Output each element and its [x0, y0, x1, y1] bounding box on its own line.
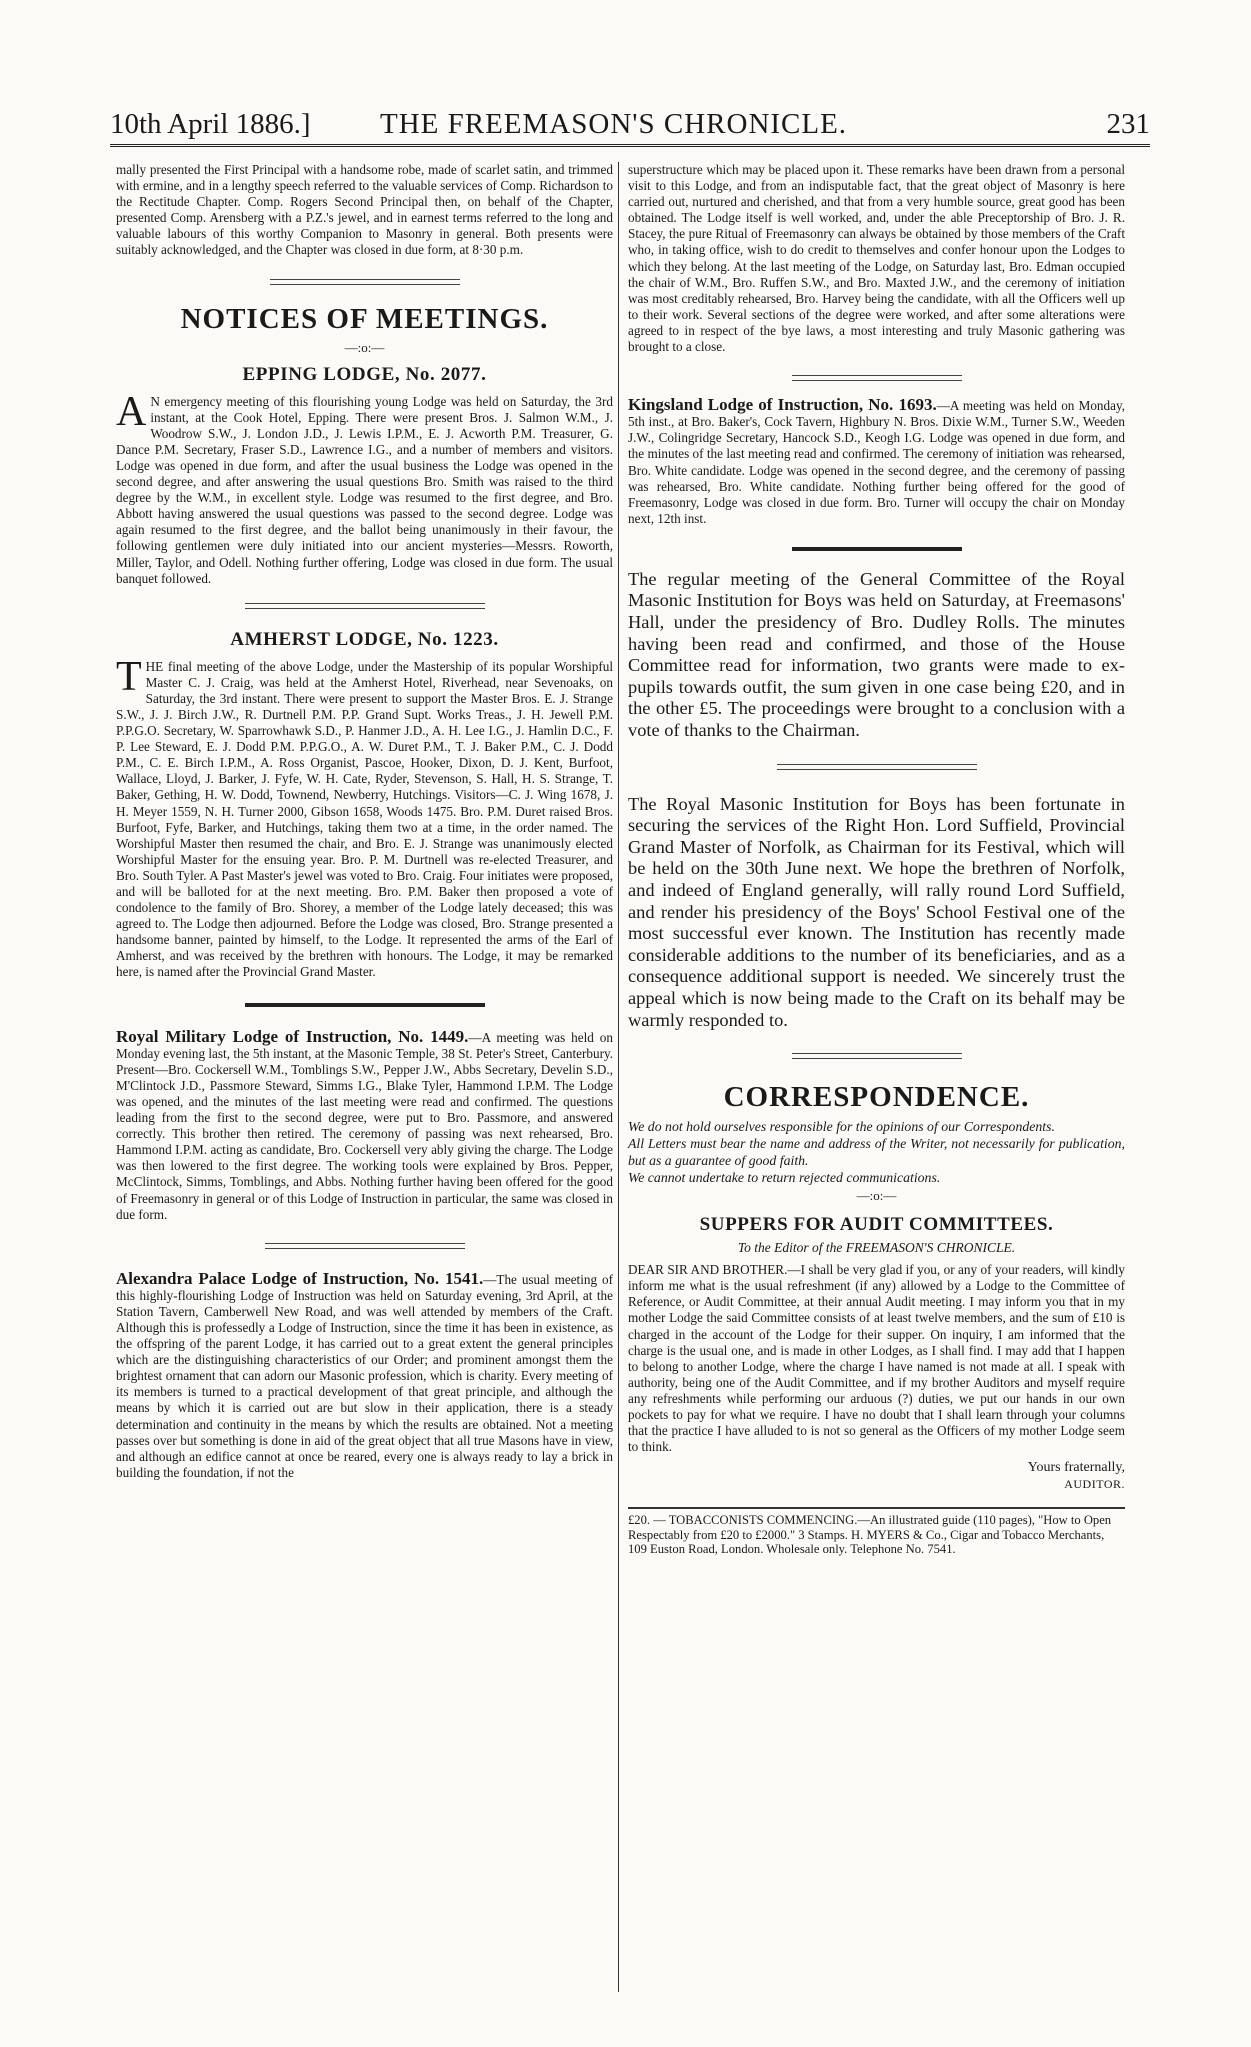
- page-number: 231: [1106, 108, 1150, 140]
- letter-closing: Yours fraternally,: [1027, 1460, 1125, 1476]
- amherst-lodge-report: [116, 653, 613, 981]
- epping-lodge-report: [116, 388, 613, 587]
- section-divider: [792, 547, 962, 551]
- kingsland-text: —A meeting was held on Monday, 5th inst., at Bro. Baker's, Cock Tavern, Highbury N. Bros. Dixie W.M., Turner S.W., Weeden J.W., Colingridge Secretary, Hancock S.D., Keogh I.G. Lodge was opened in due form, and the minutes of the last meeting read and confirmed. The ceremony of initiation was rehearsed, Bro. White candidate. Lodge was opened in the second degree, and the ceremony of passing was rehearsed, Bro. White candidate. Nothing further being offered for the good of Freemasonry, Lodge was closed in due form. Bro. Turner will occupy the chair on Monday next, 12th inst.: [628, 398, 1125, 526]
- amherst-lodge-title: AMHERST LODGE, No. 1223.: [230, 628, 499, 650]
- editorial-note-rejected: We cannot undertake to return rejected communications.: [628, 1170, 941, 1186]
- amherst-lodge-text: HE final meeting of the above Lodge, under the Mastership of its popular Worshipful Master C. J. Craig, was held at the Amherst Hotel, Riverhead, near Sevenoaks, on Saturday, the 3rd instant. There were present to support the Master Bros. E. J. Strange S.W., J. J. Birch J.W., R. Durtnell P.M. P.P. Grand Supt. Works Treas., J. H. Jewell P.M. P.P.G.O. Secretary, W. Sparrowhawk S.D., P. Hanmer J.D., A. H. Lee I.G., J. Hamlin D.C., F. P. Lee Steward, E. J. Dodd P.M. P.P.G.O., A. W. Duret P.M., T. J. Baker P.M., C. J. Dodd P.M., C. E. Birch I.P.M., A. Ross Organist, Pascoe, Hooker, Dixon, D. J. Kent, Burfoot, Wallace, Lloyd, J. Barker, J. Fyfe, W. H. Cate, Ryder, Stevenson, S. Hall, H. S. Strange, T. Baker, Gething, H. W. Dodd, Townend, Newberry, Hutchings. Visitors—C. J. Wing 1678, J. H. Meyer 1559, N. H. Turner 2000, Gibson 1658, Woods 1475. Bro. P.M. Duret raised Bros. Burfoot, Fyfe, Barker, and Hutchings, taking them two at a time, in the order named. The Worshipful Master then resumed the chair, and Bro. E. J. Strange was unanimously elected Worshipful Master for the ensuing year. Bro. P. M. Durtnell was re-elected Treasurer, and Bro. South Tyler. A Past Master's jewel was voted to Bro. Craig. Four initiates were proposed, and will be balloted for at the next meeting. Bro. P.M. Baker then proposed a vote of condolence to the family of Bro. Shorey, a member of the Lodge lately deceased; this was agreed to. The Lodge then adjourned. Before the Lodge was closed, Bro. Strange presented a handsome banner, painted by himself, to the Lodge. It represented the arms of the Earl of Amherst, and was received by the brethren with honours. The Lodge, it may be remarked here, is named after the Provincial Grand Master.: [116, 658, 613, 980]
- alexandra-palace-continuation: superstructure which may be placed upon it. These remarks have been drawn from a personal visit to this Lodge, and from an indisputable fact, that the great object of Masonry is here carried out, nurtured and cherished, and that from a very humble source, great good has been obtained. The Lodge itself is well worked, and, under the able Preceptorship of Bro. J. R. Stacey, the pure Ritual of Freemasonry can always be obtained by those members of the Craft who, in taking office, wish to do credit to themselves and confer honour upon the Lodges to which they belong. At the last meeting of the Lodge, on Saturday last, Bro. Edman occupied the chair of W.M., Bro. Ruffen S.W., and Bro. Maxted J.W., and the ceremony of initiation was most creditably rehearsed, Bro. Harvey being the candidate, with all the Officers well up to their work. Several sections of the degree were worked, and after some alterations were agreed to in respect of the bye laws, a most interesting and truly Masonic gathering was brought to a close.: [628, 162, 1125, 355]
- ornament-separator: —:o:—: [344, 339, 385, 355]
- section-divider: [270, 279, 460, 285]
- notices-heading: NOTICES OF MEETINGS.: [180, 302, 549, 335]
- publication-title: THE FREEMASON'S CHRONICLE.: [380, 108, 848, 140]
- chapter-report-end: mally presented the First Principal with a handsome robe, made of scarlet satin, and trimmed with ermine, and in a lengthy speech referred to the valuable services of Comp. Richardson to the Rectitude Chapter. Comp. Rogers Second Principal then, on behalf of the Chapter, presented Comp. Arensberg with a P.Z.'s jewel, and in earnest terms referred to the long and valuable labours of this worthy Companion to Masonry in general. Both presents were suitably acknowledged, and the Chapter was closed in due form, at 8·30 p.m.: [116, 162, 613, 258]
- alexandra-palace-text: —The usual meeting of this highly-flourishing Lodge of Instruction was held on Saturday evening, 3rd April, at the Station Tavern, Camberwell New Road, and was well attended by members of the Craft. Although this is professedly a Lodge of Instruction, since the time it has been in existence, as the offspring of the parent Lodge, it has carried out to a great extent the general principles which are the distinguishing characteristics of our Order; and prominent amongst them the brightest ornament that can adorn our Masonic profession, which is charity. Every meeting of its members is turned to a practical development of that great principle, and although the means by which it is carried out are but slow in their application, there is a steady determination and continuity in the means by which the results are obtained. Not a meeting passes over but something is done in aid of the great object that all true Masons have in view, and although an edifice cannot at once be reared, every one is always ready to lay a brick in building the foundation, if not the: [116, 1271, 613, 1480]
- masthead: [110, 108, 1150, 147]
- kingsland-report: [628, 397, 1125, 527]
- left-column: [116, 162, 613, 1481]
- right-column: [628, 162, 1125, 1557]
- section-divider: [245, 1003, 485, 1007]
- letter-addressee: To the Editor of the FREEMASON'S CHRONICLE.: [737, 1240, 1016, 1256]
- drop-cap: T: [116, 653, 142, 700]
- correspondence-heading: CORRESPONDENCE.: [723, 1081, 1030, 1114]
- royal-military-title: Royal Military Lodge of Instruction, No. 1449.: [116, 1026, 469, 1046]
- letter-signature: AUDITOR.: [1064, 1477, 1125, 1492]
- drop-cap: A: [116, 388, 147, 435]
- column-rule: [618, 162, 619, 1992]
- epping-lodge-title: EPPING LODGE, No. 2077.: [242, 363, 487, 385]
- section-divider: [777, 764, 977, 770]
- kingsland-title: Kingsland Lodge of Instruction, No. 1693.: [628, 395, 937, 415]
- tobacconists-advertisement: £20. — TOBACCONISTS COMMENCING.—An illustrated guide (110 pages), "How to Open Respectably from £20 to £2000." 3 Stamps. H. MYERS & Co., Cigar and Tobacco Merchants, 109 Euston Road, London. Wholesale only. Telephone No. 7541.: [628, 1507, 1125, 1557]
- royal-military-report: [116, 1026, 613, 1223]
- boys-institution-notice: The Royal Masonic Institution for Boys has been fortunate in securing the services of the Right Hon. Lord Suffield, Provincial Grand Master of Norfolk, as Chairman for its Festival, which will be held on the 30th June next. We hope the brethren of Norfolk, and indeed of England generally, will rally round Lord Suffield, and render his presidency of the Boys' School Festival one of the most successful ever known. The Institution has recently made considerable additions to the number of its beneficiaries, and as a consequence additional support is needed. We sincerely trust the appeal which is now being made to the Craft on its behalf may be warmly responded to.: [628, 793, 1125, 1030]
- letter-title: SUPPERS FOR AUDIT COMMITTEES.: [699, 1214, 1054, 1236]
- section-divider: [792, 375, 962, 381]
- alexandra-palace-title: Alexandra Palace Lodge of Instruction, No. 1541.: [116, 1268, 484, 1288]
- ornament-separator: —:o:—: [856, 1188, 897, 1204]
- general-committee-report: The regular meeting of the General Committee of the Royal Masonic Institution for Boys was held on Saturday, at Freemasons' Hall, under the presidency of Bro. Dudley Rolls. The minutes having been read and confirmed, and those of the House Committee read for information, two grants were made to ex-pupils towards outfit, the sum given in one case being £20, and in the other £5. The proceedings were brought to a conclusion with a vote of thanks to the Chairman.: [628, 568, 1125, 741]
- editorial-note-opinions: We do not hold ourselves responsible for the opinions of our Correspondents.: [628, 1119, 1055, 1135]
- issue-date: 10th April 1886.]: [110, 108, 311, 140]
- section-divider: [792, 1053, 962, 1059]
- letter-body: DEAR SIR AND BROTHER.—I shall be very glad if you, or any of your readers, will kindly inform me what is the usual refreshment (if any) allowed by a Lodge to the Committee of Reference, or Audit Committee, at their annual Audit meeting. I may inform you that in my mother Lodge the said Committee consists of at least twelve members, and the sum of £10 is charged in the account of the Lodge for their supper. On inquiry, I am informed that the charge is the usual one, and is made in other Lodges, as I shall find. I may add that I happen to belong to another Lodge, where the charge I have named is not made at all. I speak with authority, being one of the Audit Committee, and if my brother Auditors and myself require any refreshments while performing our arduous (?) duties, we put our hands in our own pockets to pay for what we require. I have no doubt that I shall learn through your columns that the practice I have alluded to is not so general as the Officers of my mother Lodge seem to think.: [628, 1262, 1125, 1455]
- alexandra-palace-report: [116, 1268, 613, 1481]
- royal-military-text: —A meeting was held on Monday evening last, the 5th instant, at the Masonic Temple, 38 St. Peter's Street, Canterbury. Present—Bro. Cockersell W.M., Tomblings S.W., Pepper J.W., Abbs Secretary, Develin S.D., M'Clintock J.D., Passmore Steward, Simms I.G., Blake Tyler, Hammond I.P.M. The Lodge was opened, and the minutes of the last meeting were read and confirmed. The questions leading from the first to the second degree, were put to Bro. Passmore, and answered correctly. This brother then retired. The ceremony of passing was next rehearsed, Bro. Hammond I.P.M. acting as candidate, Bro. Cockersell very ably giving the charge. The Lodge was then lowered to the first degree. The working tools were explained by Bros. Pepper, McClintock, Simms, Tomblings, and Abbs. Nothing further having been offered for the good of Freemasonry in general or of this Lodge of Instruction in particular, the same was closed in due form.: [116, 1029, 613, 1222]
- section-divider: [245, 603, 485, 609]
- section-divider: [265, 1243, 465, 1249]
- epping-lodge-text: N emergency meeting of this flourishing young Lodge was held on Saturday, the 3rd instant, at the Cook Hotel, Epping. There were present Bros. J. Salmon W.M., J. Woodrow S.W., J. London J.D., J. Lewis I.P.M., E. J. Acworth P.M. Treasurer, G. Dance P.M. Secretary, Fraser S.D., Lawrence I.G., and a number of members and visitors. Lodge was opened in due form, and after the usual business the Lodge was opened in the second degree, and after answering the usual questions Bro. Smith was raised to the third degree by the W.M., in excellent style. Lodge was resumed to the first degree, and Bro. Abbott having answered the usual questions was passed to the second degree. Lodge was again resumed to the first degree, and the ballot being unanimously in their favour, the following gentlemen were duly initiated into our ancient mysteries—Messrs. Roworth, Miller, Taylor, and Odell. Nothing further offering, Lodge was closed in due form. The usual banquet followed.: [116, 393, 613, 586]
- editorial-note-letters: All Letters must bear the name and address of the Writer, not necessarily for publication, but as a guarantee of good faith.: [628, 1136, 1125, 1169]
